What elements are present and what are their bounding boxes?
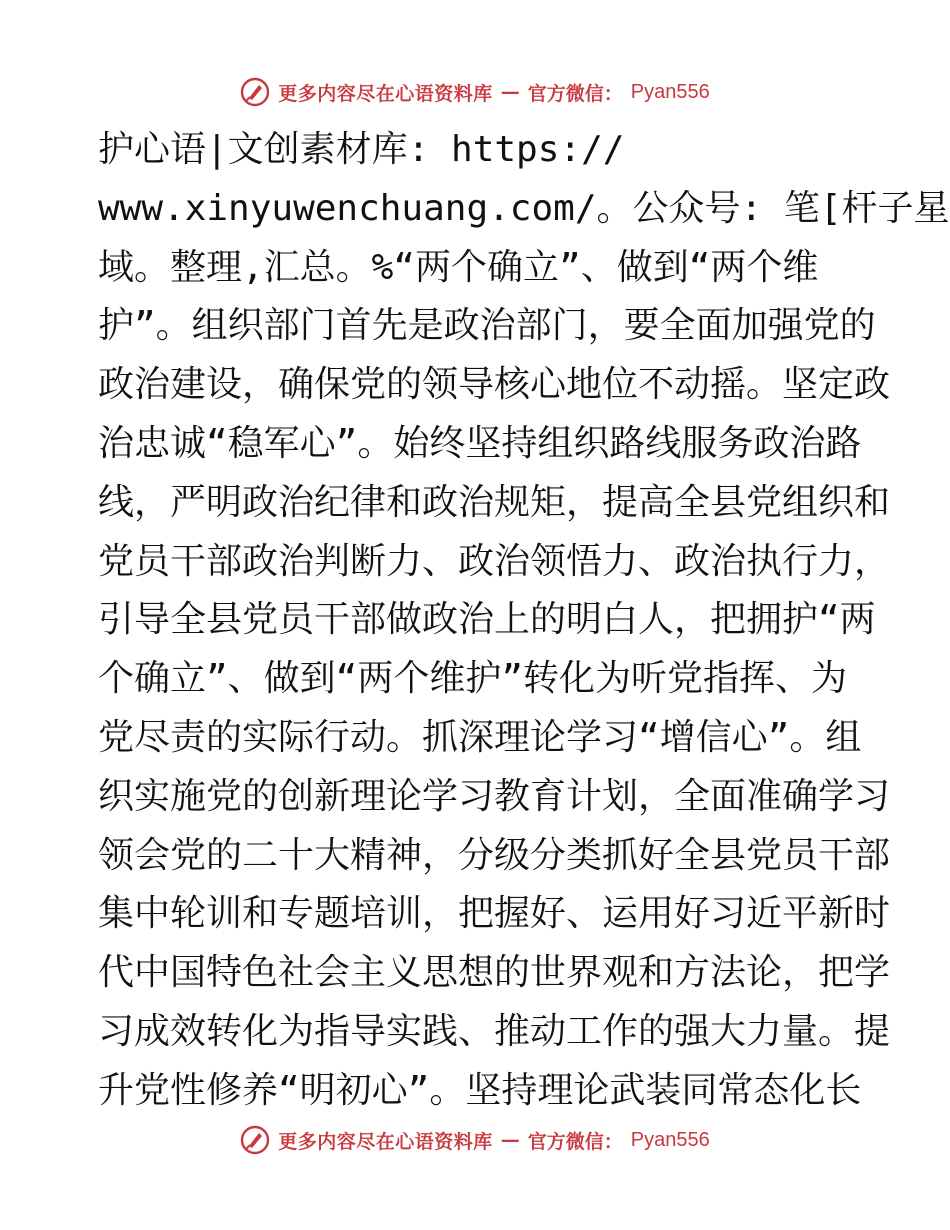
header-banner-separator: — [500,81,520,103]
body-line: 领会党的二十大精神，分级分类抓好全县党员干部 [98,834,891,876]
body-line: 集中轮训和专题培训，把握好、运用好习近平新时 [98,893,891,935]
header-banner-title: 更多内容尽在心语资料库 [278,82,493,105]
body-line: 代中国特色社会主义思想的世界观和方法论，把学 [98,952,891,994]
body-line: www.xinyuwenchuang.com/。公众号: 笔[杆子星 [98,187,950,229]
header-banner [0,72,950,112]
body-line: 个确立”、做到“两个维护”转化为听党指挥、为 [98,658,848,700]
body-line: 护”。组织部门首先是政治部门，要全面加强党的 [98,305,876,347]
body-line: 党员干部政治判断力、政治领悟力、政治执行力， [98,540,891,582]
footer-banner-label: 官方微信： [527,1130,623,1153]
header-banner-label: 官方微信： [527,82,623,105]
body-line: 升党性修养“明初心”。坚持理论武装同常态化长 [98,1069,862,1111]
body-line: 治忠诚“稳军心”。始终坚持组织路线服务政治路 [98,422,862,464]
footer-banner-title: 更多内容尽在心语资料库 [278,1130,493,1153]
body-line: 护心语|文创素材库: https:// [98,129,625,170]
body-line: 织实施党的创新理论学习教育计划，全面准确学习 [98,775,891,817]
body-line: 党尽责的实际行动。抓深理论学习“增信心”。组 [98,716,862,758]
body-line: 政治建设，确保党的领导核心地位不动摇。坚定政 [98,364,891,406]
logo-icon [240,1125,270,1155]
body-line: 习成效转化为指导实践、推动工作的强大力量。提 [98,1010,891,1052]
footer-banner [0,1120,950,1160]
header-banner-wechat-id: Pyan556 [630,80,710,103]
body-line: 引导全县党员干部做政治上的明白人，把拥护“两 [98,599,876,641]
body-line: 线，严明政治纪律和政治规矩，提高全县党组织和 [98,481,891,523]
body-line: 域。整理,汇总。%“两个确立”、做到“两个维 [98,246,819,288]
footer-banner-wechat-id: Pyan556 [630,1128,710,1151]
logo-icon [240,77,270,107]
document-body [98,121,950,1121]
footer-banner-separator: — [500,1129,520,1151]
